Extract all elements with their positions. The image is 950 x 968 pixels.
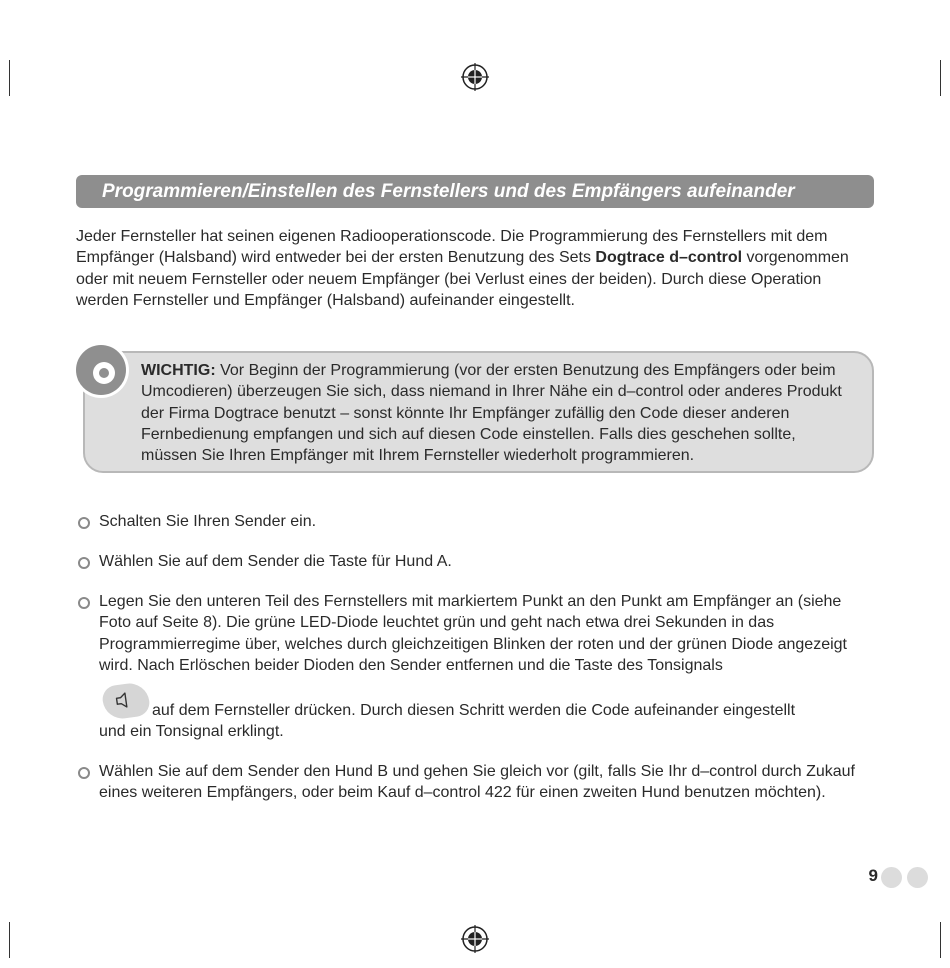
intro-text-part2: vorgenommen oder mit neuem Fernsteller oder neuem Empfänger (bei Verlust eines der beiden). Durch diese Operation werden Fernsteller und Empfänger (Halsband) aufeinander eingestellt. xyxy=(76,249,849,309)
crop-mark-top-right xyxy=(940,60,941,96)
speaker-icon xyxy=(101,681,151,721)
decorative-dot xyxy=(881,867,902,888)
crop-mark-bottom-left xyxy=(9,922,10,958)
bullet-icon xyxy=(78,557,90,569)
step-3: Legen Sie den unteren Teil des Fernstellers mit markiertem Punkt an den Punkt am Empfänger an (siehe Foto auf Seite 8). Die grüne LED-Diode leuchtet grün und geht nach etwa drei Sekunden in das Programmierregime über, welches durch gleichzeitigen Blinken der roten und der grünen Diode angezeigt wird. Nach Erlöschen beider Dioden den Sender entfernen und die Taste des Tonsignals xyxy=(99,593,847,674)
section-title: Programmieren/Einstellen des Fernstellers und des Empfängers aufeinander xyxy=(76,175,874,208)
page-number: 9 xyxy=(868,866,878,885)
info-circle-icon xyxy=(73,342,129,398)
step-3-last-line: und ein Tonsignal erklingt. xyxy=(99,723,284,740)
bullet-icon xyxy=(78,597,90,609)
step-4: Wählen Sie auf dem Sender den Hund B und gehen Sie gleich vor (gilt, falls Sie Ihr d–control durch Zukauf eines weiteren Empfängers, oder beim Kauf d–control 422 für einen zweiten Hund benutzen möchten). xyxy=(99,763,855,802)
notice-body: Vor Beginn der Programmierung (vor der ersten Benutzung des Empfängers oder beim Umcodieren) überzeugen Sie sich, dass niemand in Ihrer Nähe ein d–control oder anderes Produkt der Firma Dogtrace benutzt – sonst könnte Ihr Empfänger zufällig den Code dieser anderen Fernbedienung empfangen und sich auf diesen Code einstellen. Falls dies geschehen sollte, müssen Sie Ihren Empfänger mit Ihrem Fernsteller wiederholt programmieren. xyxy=(141,362,842,465)
registration-mark-icon xyxy=(461,63,489,91)
step-1: Schalten Sie Ihren Sender ein. xyxy=(99,513,317,530)
decorative-dot xyxy=(907,867,928,888)
step-2: Wählen Sie auf dem Sender die Taste für Hund A. xyxy=(99,553,452,570)
bullet-icon xyxy=(78,517,90,529)
intro-text-part1: Jeder Fernsteller hat seinen eigenen Radiooperationscode. Die Programmierung des Fernstellers mit dem Empfänger (Halsband) wird entweder bei der ersten Benutzung des Sets xyxy=(76,228,828,267)
registration-mark-icon xyxy=(461,925,489,953)
bullet-icon xyxy=(78,767,90,779)
intro-paragraph xyxy=(76,226,866,311)
crop-mark-bottom-right xyxy=(940,922,941,958)
important-notice-text xyxy=(141,360,856,466)
product-name: Dogtrace d–control xyxy=(595,249,743,267)
notice-label: WICHTIG: xyxy=(141,362,216,379)
step-3-continued: auf dem Fernsteller drücken. Durch diesen Schritt werden die Code aufeinander eingestellt xyxy=(152,702,796,719)
crop-mark-top-left xyxy=(9,60,10,96)
